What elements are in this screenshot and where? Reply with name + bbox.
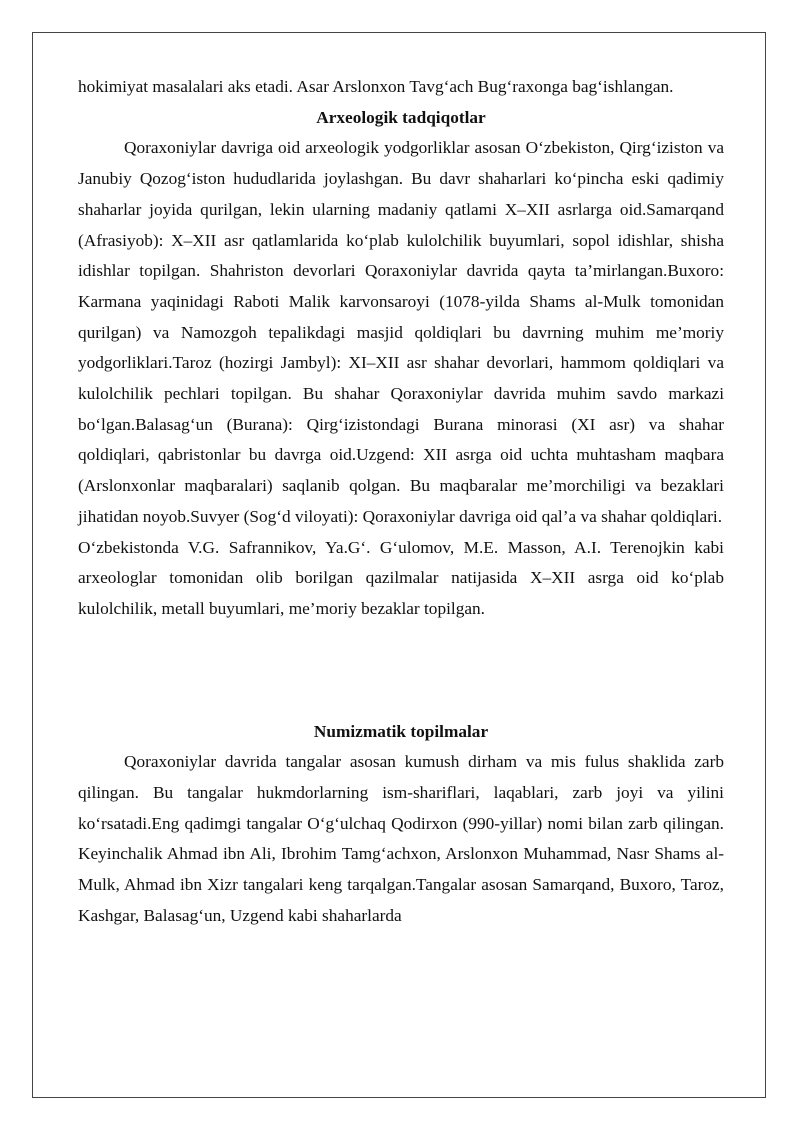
section-heading-numismatics: Numizmatik topilmalar	[313, 721, 489, 741]
continuation-paragraph: hokimiyat masalalari aks etadi. Asar Arslonxon Tavg‘ach Bug‘raxonga bag‘ishlangan.	[78, 77, 674, 96]
numismatics-paragraph: Qoraxoniylar davrida tangalar asosan kumush dirham va mis fulus shaklida zarb qilingan. Bu tangalar hukmdorlarning ism-shariflari, laqablari, zarb joyi va yilini ko‘rsatadi.Eng qadimgi tangalar O‘g‘ulchaq Qodirxon (990-yillar) nomi bilan zarb qilingan. Keyinchalik Ahmad ibn Ali, Ibrohim Tamg‘achxon, Arslonxon Muhammad, Nasr Shams al-Mulk, Ahmad ibn Xizr tangalari keng tarqalgan.Tangalar asosan Samarqand, Buxoro, Taroz, Kashgar, Balasag‘un, Uzgend kabi shaharlarda	[78, 752, 724, 925]
section-heading-archaeology: Arxeologik tadqiqotlar	[316, 107, 486, 127]
section-spacer	[78, 625, 724, 717]
archaeologists-paragraph: O‘zbekistonda V.G. Safrannikov, Ya.G‘. G‘ulomov, M.E. Masson, A.I. Terenojkin kabi arxeologlar tomonidan olib borilgan qazilmalar natijasida X–XII asrga oid ko‘plab kulolchilik, metall buyumlari, me’moriy bezaklar topilgan.	[78, 537, 724, 618]
document-body	[78, 72, 724, 932]
archaeology-paragraph: Qoraxoniylar davriga oid arxeologik yodgorliklar asosan O‘zbekiston, Qirg‘iziston va Janubiy Qozog‘iston hududlarida joylashgan. Bu davr shaharlari ko‘pincha eski qadimiy shaharlar joyida qurilgan, lekin ularning madaniy qatlami X–XII asrlarga oid.Samarqand (Afrasiyob): X–XII asr qatlamlarida ko‘plab kulolchilik buyumlari, sopol idishlar, shisha idishlar topilgan. Shahriston devorlari Qoraxoniylar davrida qayta ta’mirlangan.Buxoro: Karmana yaqinidagi Raboti Malik karvonsaroyi (1078-yilda Shams al-Mulk tomonidan qurilgan) va Namozgoh tepalikdagi masjid qoldiqlari bu davrning muhim me’moriy yodgorliklari.Taroz (hozirgi Jambyl): XI–XII asr shahar devorlari, hammom qoldiqlari va kulolchilik pechlari topilgan. Bu shahar Qoraxoniylar davrida muhim savdo markazi bo‘lgan.Balasag‘un (Burana): Qirg‘izistondagi Burana minorasi (XI asr) va shahar qoldiqlari, qabristonlar bu davrga oid.Uzgend: XII asrga oid uchta muhtasham maqbara (Arslonxonlar maqbaralari) saqlanib qolgan. Bu maqbaralar me’morchiligi va bezaklari jihatidan noyob.Suvyer (Sog‘d viloyati): Qoraxoniylar davriga oid qal’a va shahar qoldiqlari.	[78, 138, 724, 526]
